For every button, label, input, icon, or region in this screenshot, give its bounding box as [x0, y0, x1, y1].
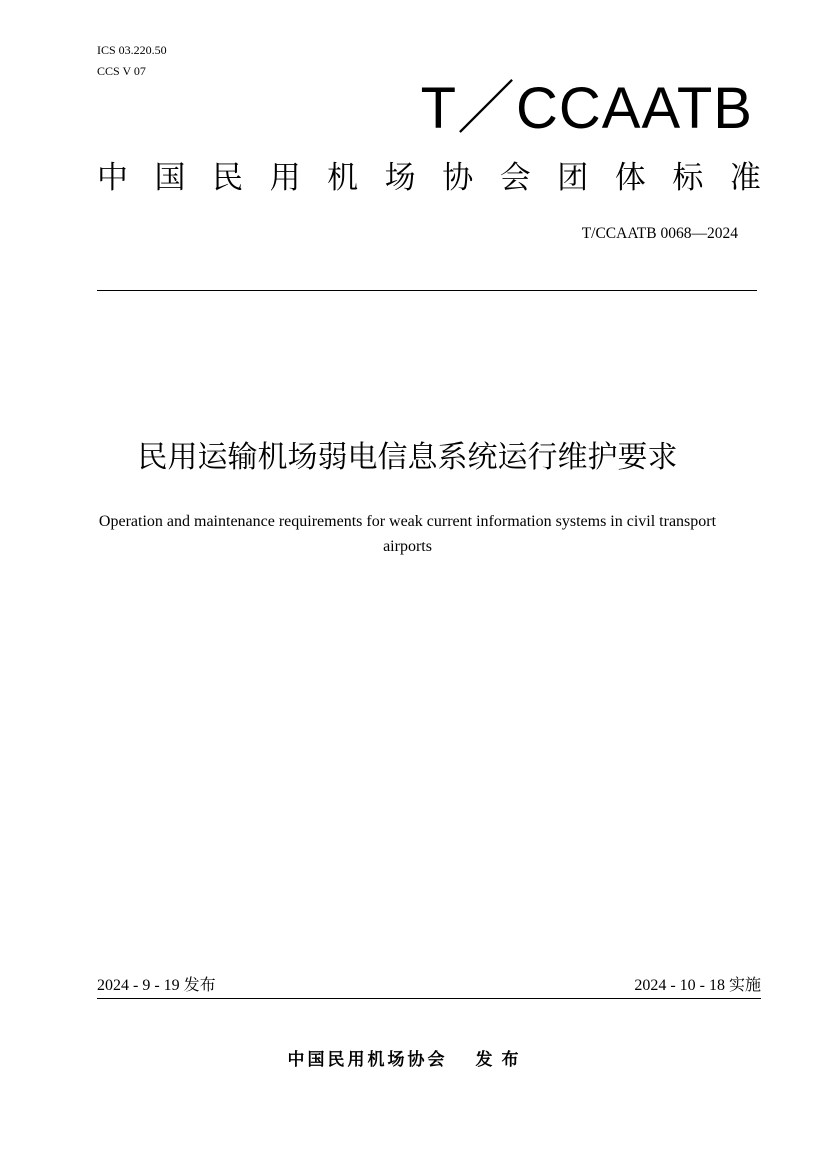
classification-codes [97, 40, 167, 82]
standard-type-char: 中 [97, 160, 128, 196]
issuer-name: 中国民用机场协会 [287, 1050, 448, 1070]
standard-type-char: 协 [442, 160, 474, 196]
standard-type-char: 标 [672, 160, 704, 196]
standard-type-char: 准 [729, 160, 761, 196]
ics-code: ICS 03.220.50 [97, 43, 167, 57]
document-title-chinese: 民用运输机场弱电信息系统运行维护要求 [137, 440, 678, 475]
standard-type-char: 场 [384, 160, 416, 196]
date-row [97, 974, 761, 999]
standard-type-char: 体 [614, 160, 646, 196]
standard-type-char: 会 [499, 160, 531, 196]
standard-type-char: 民 [212, 160, 244, 196]
publish-date: 2024 - 9 - 19 [97, 977, 180, 994]
standard-type-heading [97, 156, 761, 200]
issuer-line [0, 1047, 815, 1073]
implement-date: 2024 - 10 - 18 [634, 977, 725, 994]
document-title-english: Operation and maintenance requirements for weak current information systems in civil transport airports [98, 513, 717, 555]
issuer-action: 发布 [475, 1050, 528, 1070]
publish-label: 发布 [183, 975, 216, 994]
organization-code: T／CCAATB [420, 76, 753, 141]
implement-label: 实施 [728, 975, 761, 994]
standard-type-char: 国 [154, 160, 186, 196]
publish-date-group [97, 974, 216, 997]
ccs-code: CCS V 07 [97, 64, 146, 78]
standard-type-char: 用 [269, 160, 301, 196]
implement-date-group [634, 974, 761, 997]
standard-type-char: 团 [557, 160, 589, 196]
standard-number: T/CCAATB 0068—2024 [581, 225, 738, 242]
header-divider [97, 290, 757, 291]
standard-type-char: 机 [327, 160, 359, 196]
